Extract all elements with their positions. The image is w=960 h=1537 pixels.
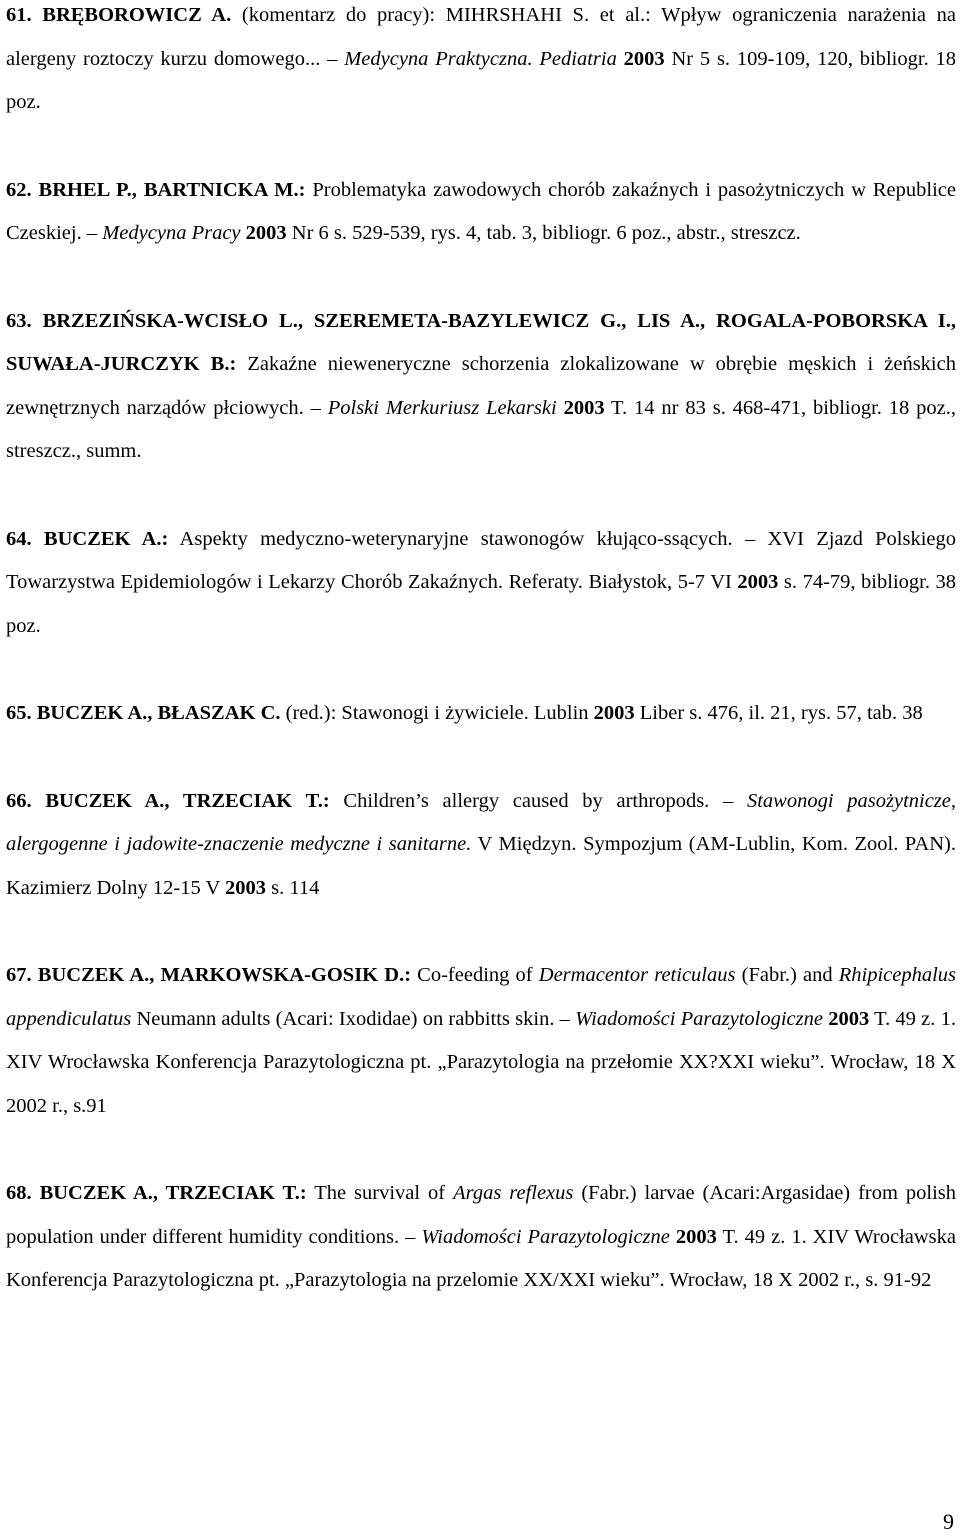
- entry-year: 2003: [828, 1007, 870, 1030]
- entry-text: (komentarz do pracy): MIHRSHAHI S. et al.: Wpływ ograniczenia narażenia na alergeny roztoczy kurzu domowego... –: [6, 4, 956, 70]
- entry-year: 2003: [593, 702, 635, 724]
- bibliography-entry-62: [6, 169, 956, 256]
- entry-journal: Wiadomości Parazytologiczne: [575, 1007, 823, 1030]
- entry-text: T. 49 z. 1. XIV Wrocławska Konferencja Parazytologiczna pt. „Parazytologia na przelomie XX/XXI wieku”. Wrocław, 18 X 2002 r., s. 91-92: [6, 1225, 956, 1291]
- entry-authors: BUCZEK A., BŁASZAK C.: [36, 702, 281, 724]
- entry-number: 61.: [6, 4, 32, 26]
- entry-text: Liber s. 476, il. 21, rys. 57, tab. 38: [634, 702, 923, 724]
- entry-text: Nr 6 s. 529-539, rys. 4, tab. 3, bibliogr. 6 poz., abstr., streszcz.: [286, 222, 801, 244]
- entry-year: 2003: [737, 571, 779, 593]
- entry-year: 2003: [675, 1225, 717, 1248]
- entry-number: 67.: [6, 964, 32, 986]
- entry-text: (Fabr.) larvae (Acari:Argasidae) from polish population under different humidity conditions. –: [6, 1182, 957, 1248]
- entry-text: Nr 5 s. 109-109, 120, bibliogr. 18 poz.: [6, 47, 957, 113]
- entry-number: 65.: [6, 702, 32, 724]
- entry-species: Argas reflexus: [453, 1182, 574, 1204]
- entry-number: 68.: [6, 1182, 32, 1204]
- entry-text: T. 49 z. 1. XIV Wrocławska Konferencja Parazytologiczna pt. „Parazytologia na przełomie XX?XXI wieku”. Wrocław, 18 X 2002 r., s.91: [6, 1007, 956, 1117]
- entry-journal: Polski Merkuriusz Lekarski: [327, 396, 557, 419]
- entry-year: 2003: [563, 396, 605, 419]
- entry-number: 63.: [6, 309, 32, 332]
- entry-year: 2003: [623, 47, 665, 70]
- bibliography-entry-67: [6, 954, 956, 1128]
- bibliography-entry-68: [6, 1172, 956, 1303]
- entry-text: T. 14 nr 83 s. 468-471, bibliogr. 18 poz., streszcz., summ.: [6, 396, 956, 462]
- entry-authors: BRĘBOROWICZ A.: [42, 4, 232, 26]
- entry-text: The survival of: [306, 1182, 454, 1204]
- entry-species: Rhipicephalus appendiculatus: [6, 964, 957, 1030]
- bibliography-entry-63: [6, 300, 956, 474]
- entry-text: Co-feeding of: [411, 964, 539, 986]
- entry-authors: BUCZEK A.:: [43, 527, 169, 550]
- bibliography-entry-65: [6, 692, 956, 736]
- entry-species: Dermacentor reticulaus: [538, 964, 736, 986]
- entry-authors: BRHEL P., BARTNICKA M.:: [38, 178, 306, 201]
- entry-text: Aspekty medyczno-weterynaryjne stawonogów kłująco-ssących. – XVI Zjazd Polskiego Towarzystwa Epidemiologów i Lekarzy Chorób Zakaźnych. Referaty. Białystok, 5-7 VI: [6, 527, 957, 593]
- entry-number: 64.: [6, 527, 32, 550]
- entry-authors: BUCZEK A., MARKOWSKA-GOSIK D.:: [37, 964, 412, 986]
- bibliography-entry-66: [6, 780, 956, 911]
- entry-journal: Wiadomości Parazytologiczne: [421, 1225, 670, 1248]
- entry-authors: BUCZEK A., TRZECIAK T.:: [45, 789, 330, 812]
- entry-text: (Fabr.) and: [735, 964, 839, 986]
- entry-authors: BRZEZIŃSKA-WCISŁO L., SZEREMETA-BAZYLEWICZ G., LIS A., ROGALA-POBORSKA I., SUWAŁA-JURCZYK B.:: [6, 309, 956, 375]
- entry-number: 66.: [6, 789, 32, 812]
- bibliography-entry-64: [6, 518, 956, 649]
- entry-year: 2003: [225, 876, 267, 899]
- entry-text: Neumann adults (Acari: Ixodidae) on rabbitts skin. –: [131, 1007, 576, 1030]
- entry-text: V Międzyn. Sympozjum (AM-Lublin, Kom. Zool. PAN). Kazimierz Dolny 12-15 V: [6, 833, 957, 899]
- entry-text: s. 74-79, bibliogr. 38 poz.: [6, 571, 957, 637]
- entry-text: (red.): Stawonogi i żywiciele. Lublin: [280, 702, 594, 724]
- entry-journal: Stawonogi pasożytnicze, alergogenne i jadowite-znaczenie medyczne i sanitarne.: [6, 789, 957, 855]
- bibliography-page: [6, 0, 956, 1347]
- entry-number: 62.: [6, 178, 32, 201]
- entry-text: Problematyka zawodowych chorób zakaźnych i pasożytniczych w Republice Czeskiej. –: [6, 178, 956, 244]
- entry-text: s. 114: [266, 876, 320, 899]
- entry-year: 2003: [245, 222, 287, 244]
- entry-text: Children’s allergy caused by arthropods. –: [329, 789, 747, 812]
- entry-authors: BUCZEK A., TRZECIAK T.:: [39, 1182, 307, 1204]
- entry-journal: Medycyna Pracy: [102, 222, 241, 244]
- bibliography-entry-61: [6, 0, 956, 125]
- page-number: 9: [943, 1509, 954, 1534]
- entry-text: Zakaźne nieweneryczne schorzenia zlokalizowane w obrębie męskich i żeńskich zewnętrznych narządów płciowych. –: [6, 353, 956, 419]
- entry-journal: Medycyna Praktyczna. Pediatria: [344, 47, 617, 70]
